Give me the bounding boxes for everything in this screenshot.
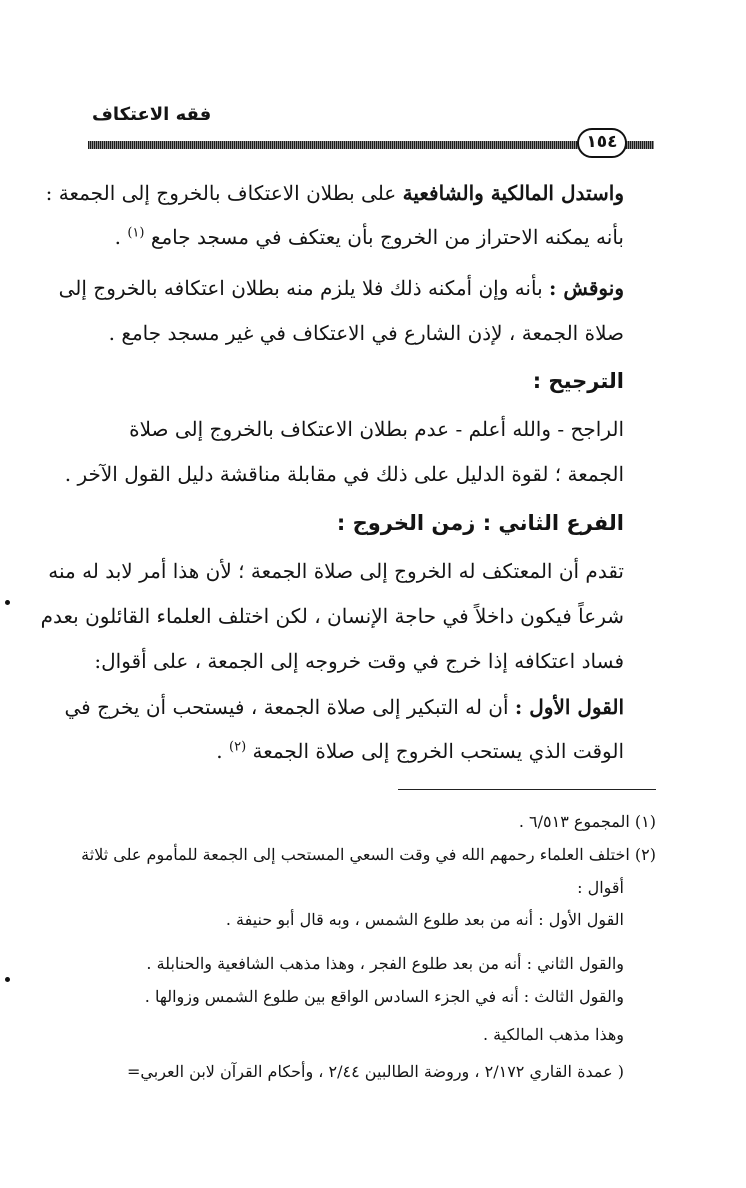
- paragraph-2-line-1: [59, 273, 624, 303]
- paragraph-1-line-1: [46, 178, 624, 208]
- paragraph-5-lead: القول الأول :: [514, 695, 624, 719]
- paragraph-3-line-2: الجمعة ؛ لقوة الدليل على ذلك في مقابلة مناقشة دليل القول الآخر .: [64, 462, 624, 486]
- paragraph-3-line-1: الراجح - والله أعلم - عدم بطلان الاعتكاف بالخروج إلى صلاة: [129, 417, 624, 441]
- page-number: ١٥٤: [577, 128, 627, 158]
- margin-dot: [5, 600, 10, 605]
- footnote-rule: [398, 789, 656, 790]
- header-rule-end: [626, 141, 654, 149]
- footnote-2-line-2: أقوال :: [577, 878, 624, 897]
- paragraph-2-line-2: صلاة الجمعة ، لإذن الشارع في الاعتكاف في غير مسجد جامع .: [108, 321, 624, 345]
- footnote-ref-2: (٢): [229, 739, 247, 755]
- paragraph-2-lead: ونوقش :: [549, 276, 624, 300]
- footnote-2-line-1: (٢) اختلف العلماء رحمهم الله في وقت السعي المستحب إلى الجمعة للمأموم على ثلاثة: [81, 845, 656, 864]
- paragraph-5-text: أن له التبكير إلى صلاة الجمعة ، فيستحب أن يخرج في: [64, 695, 509, 719]
- paragraph-1-text-2: بأنه يمكنه الاحتراز من الخروج بأن يعتكف في مسجد جامع: [150, 225, 624, 249]
- running-title: فقه الاعتكاف: [92, 104, 212, 125]
- paragraph-5-line-1: [64, 692, 624, 722]
- footnote-1: (١) المجموع ٦/٥١٣ .: [518, 812, 656, 831]
- paragraph-4-line-3: فساد اعتكافه إذا خرج في وقت خروجه إلى الجمعة ، على أقوال:: [94, 649, 624, 673]
- paragraph-2-text: بأنه وإن أمكنه ذلك فلا يلزم منه بطلان اعتكافه بالخروج إلى: [58, 276, 543, 300]
- footnote-ref-1: (١): [127, 225, 145, 241]
- paragraph-5-line-2: [216, 736, 624, 766]
- paragraph-4-line-2: شرعاً فيكون داخلاً في حاجة الإنسان ، لكن اختلف العلماء القائلون بعدم: [40, 604, 624, 628]
- footnote-2-line-4: والقول الثاني : أنه من بعد طلوع الفجر ، وهذا مذهب الشافعية والحنابلة .: [146, 954, 624, 973]
- paragraph-5-end: .: [216, 739, 223, 763]
- paragraph-1-text: على بطلان الاعتكاف بالخروج إلى الجمعة :: [45, 181, 397, 205]
- footnote-2-line-6: وهذا مذهب المالكية .: [482, 1025, 624, 1044]
- paragraph-1-line-2: [115, 222, 624, 252]
- header-rule: [88, 141, 578, 149]
- section-heading-far: الفرع الثاني : زمن الخروج :: [336, 511, 624, 535]
- footnote-2-line-3: القول الأول : أنه من بعد طلوع الشمس ، وبه قال أبو حنيفة .: [225, 910, 624, 929]
- paragraph-1-end: .: [114, 225, 121, 249]
- paragraph-4-line-1: تقدم أن المعتكف له الخروج إلى صلاة الجمعة ؛ لأن هذا أمر لابد له منه: [48, 559, 624, 583]
- margin-dot: [5, 977, 10, 982]
- footnote-2-line-7: ( عمدة القاري ٢/١٧٢ ، وروضة الطالبين ٢/٤٤ ، وأحكام القرآن لابن العربي=: [127, 1062, 624, 1081]
- paragraph-1-lead: واستدل المالكية والشافعية: [402, 181, 624, 205]
- footnote-2-line-5: والقول الثالث : أنه في الجزء السادس الواقع بين طلوع الشمس وزوالها .: [144, 987, 624, 1006]
- paragraph-5-text-2: الوقت الذي يستحب الخروج إلى صلاة الجمعة: [252, 739, 624, 763]
- section-heading-tarjih: الترجيح :: [532, 369, 624, 393]
